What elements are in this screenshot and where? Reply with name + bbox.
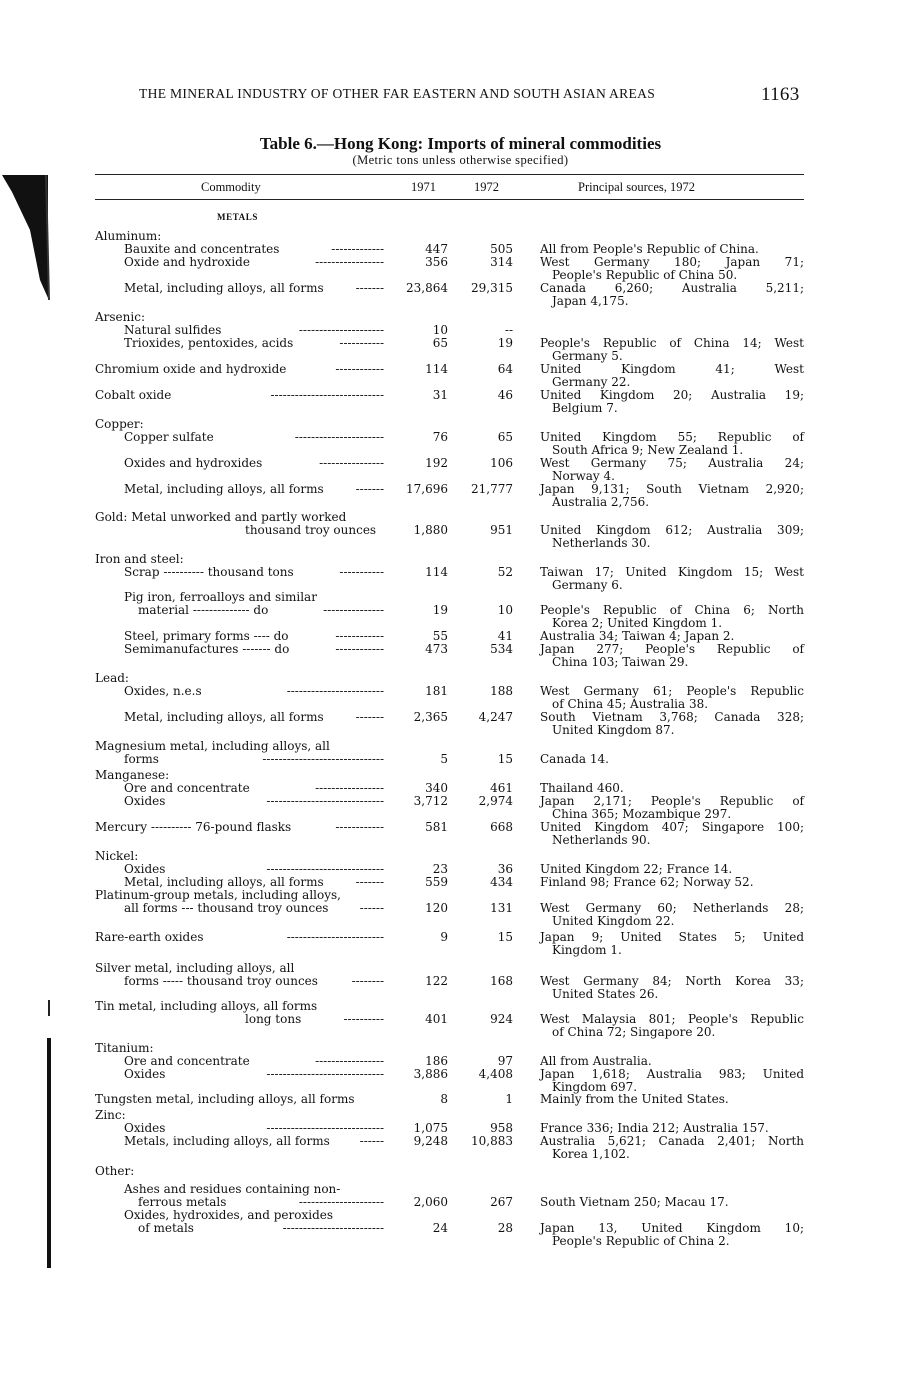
- dot-leader: -------: [355, 282, 384, 295]
- value-1972: 1: [505, 1092, 513, 1106]
- dot-leader: -------: [355, 876, 384, 889]
- dot-leader: ------------: [335, 821, 384, 834]
- value-1972: 924: [490, 1012, 513, 1026]
- dot-leader: -------: [355, 483, 384, 496]
- column-header-sources: Principal sources, 1972: [578, 180, 695, 194]
- commodity-label: Metal, including alloys, all forms: [124, 710, 324, 724]
- commodity-label: Oxides: [124, 1121, 166, 1135]
- principal-sources: Japan 9,131; South Vietnam 2,920; Australia 2,756.: [540, 482, 804, 509]
- commodity-label: long tons: [245, 1012, 302, 1026]
- value-1971: 3,712: [413, 794, 448, 808]
- principal-sources: United Kingdom 612; Australia 309; Netherlands 30.: [540, 523, 804, 550]
- commodity-label: Ashes and residues containing non-: [124, 1182, 341, 1196]
- dot-leader: -----------------------------: [266, 863, 384, 876]
- commodity-label: Metal, including alloys, all forms: [124, 875, 324, 889]
- value-1972: 434: [490, 875, 513, 889]
- value-1972: 10,883: [471, 1134, 513, 1148]
- commodity-label: Titanium:: [95, 1041, 154, 1055]
- commodity-label: Tin metal, including alloys, all forms: [95, 999, 318, 1013]
- commodity-label: Arsenic:: [95, 310, 145, 324]
- column-header-commodity: Commodity: [201, 180, 261, 194]
- dot-leader: ----------------------------: [270, 389, 384, 402]
- value-1972: 10: [497, 603, 513, 617]
- commodity-label: Oxides and hydroxides: [124, 456, 263, 470]
- value-1972: 64: [497, 362, 513, 376]
- dot-leader: -----------------------------: [266, 795, 384, 808]
- commodity-label: Semimanufactures ------- do: [124, 642, 290, 656]
- value-1971: 192: [425, 456, 448, 470]
- value-1972: 668: [490, 820, 513, 834]
- value-1971: 401: [425, 1012, 448, 1026]
- commodity-label: Platinum-group metals, including alloys,: [95, 888, 341, 902]
- value-1971: 3,886: [413, 1067, 448, 1081]
- value-1971: 2,365: [413, 710, 448, 724]
- value-1971: 1,880: [413, 523, 448, 537]
- commodity-label: Magnesium metal, including alloys, all: [95, 739, 330, 753]
- scan-edge-marks: [0, 0, 60, 1380]
- value-1971: 181: [425, 684, 448, 698]
- value-1972: 28: [497, 1221, 513, 1235]
- value-1971: 114: [425, 565, 448, 579]
- commodity-label: Zinc:: [95, 1108, 126, 1122]
- principal-sources: Japan 13, United Kingdom 10; People's Republic of China 2.: [540, 1221, 804, 1248]
- value-1972: 461: [490, 781, 513, 795]
- principal-sources: France 336; India 212; Australia 157.: [540, 1121, 769, 1135]
- scan-edge-bar: [47, 1038, 51, 1268]
- commodity-label: Lead:: [95, 671, 129, 685]
- running-title: THE MINERAL INDUSTRY OF OTHER FAR EASTERN AND SOUTH ASIAN AREAS: [139, 86, 656, 101]
- commodity-label: Bauxite and concentrates: [124, 242, 280, 256]
- principal-sources: Japan 9; United States 5; United Kingdom 1.: [540, 930, 804, 957]
- principal-sources: Canada 6,260; Australia 5,211; Japan 4,175.: [540, 281, 804, 308]
- dot-leader: ----------------: [319, 457, 384, 470]
- commodity-label: Oxides: [124, 1067, 166, 1081]
- principal-sources: Australia 34; Taiwan 4; Japan 2.: [540, 629, 735, 643]
- principal-sources: All from Australia.: [540, 1054, 652, 1068]
- column-header-1971: 1971: [411, 180, 436, 194]
- value-1971: 24: [432, 1221, 448, 1235]
- scan-edge-tick: [48, 1000, 50, 1016]
- dot-leader: -----------------------------: [266, 1122, 384, 1135]
- principal-sources: Thailand 460.: [540, 781, 624, 795]
- commodity-label: material -------------- do: [138, 603, 269, 617]
- commodity-label: Chromium oxide and hydroxide: [95, 362, 287, 376]
- commodity-label: Ore and concentrate: [124, 1054, 250, 1068]
- commodity-label: forms ----- thousand troy ounces: [124, 974, 318, 988]
- dot-leader: ---------------------: [298, 324, 384, 337]
- value-1972: 2,974: [478, 794, 513, 808]
- commodity-label: Oxides, hydroxides, and peroxides: [124, 1208, 334, 1222]
- section-label: METALS: [217, 212, 258, 222]
- commodity-label: Steel, primary forms ---- do: [124, 629, 289, 643]
- page-number: 1163: [761, 84, 800, 105]
- principal-sources: People's Republic of China 14; West Germany 5.: [540, 336, 804, 363]
- principal-sources: West Germany 75; Australia 24; Norway 4.: [540, 456, 804, 483]
- value-1971: 65: [432, 336, 448, 350]
- commodity-label: Metal, including alloys, all forms: [124, 281, 324, 295]
- commodity-label: Mercury ---------- 76-pound flasks: [95, 820, 292, 834]
- commodity-label: Metal, including alloys, all forms: [124, 482, 324, 496]
- principal-sources: United Kingdom 55; Republic of South Africa 9; New Zealand 1.: [540, 430, 804, 457]
- dot-leader: ------------: [335, 643, 384, 656]
- dot-leader: -----------------: [315, 256, 384, 269]
- commodity-label: all forms --- thousand troy ounces: [124, 901, 329, 915]
- commodity-label: Gold: Metal unworked and partly worked: [95, 510, 347, 524]
- value-1972: 106: [490, 456, 513, 470]
- principal-sources: Australia 5,621; Canada 2,401; North Korea 1,102.: [540, 1134, 804, 1161]
- principal-sources: Finland 98; France 62; Norway 52.: [540, 875, 754, 889]
- value-1972: 46: [497, 388, 513, 402]
- commodity-label: Copper sulfate: [124, 430, 214, 444]
- value-1972: 4,247: [478, 710, 513, 724]
- dot-leader: ----------: [343, 1013, 384, 1026]
- value-1971: 23: [432, 862, 448, 876]
- principal-sources: West Germany 61; People's Republic of China 45; Australia 38.: [540, 684, 804, 711]
- value-1972: 267: [490, 1195, 513, 1209]
- commodity-label: Oxides: [124, 794, 166, 808]
- value-1971: 9: [440, 930, 448, 944]
- dot-leader: ------------: [335, 630, 384, 643]
- commodity-label: Copper:: [95, 417, 144, 431]
- dot-leader: -------------------------: [282, 1222, 384, 1235]
- commodity-label: Iron and steel:: [95, 552, 184, 566]
- value-1971: 186: [425, 1054, 448, 1068]
- value-1972: 65: [497, 430, 513, 444]
- commodity-label: ferrous metals: [138, 1195, 227, 1209]
- value-1971: 17,696: [406, 482, 448, 496]
- commodity-label: thousand troy ounces: [245, 523, 377, 537]
- commodity-label: Oxides: [124, 862, 166, 876]
- value-1971: 10: [432, 323, 448, 337]
- commodity-label: forms: [124, 752, 159, 766]
- value-1971: 122: [425, 974, 448, 988]
- commodity-label: Rare-earth oxides: [95, 930, 204, 944]
- value-1971: 55: [432, 629, 448, 643]
- value-1972: 36: [497, 862, 513, 876]
- commodity-label: Pig iron, ferroalloys and similar: [124, 590, 317, 604]
- value-1971: 23,864: [406, 281, 448, 295]
- commodity-label: Other:: [95, 1164, 135, 1178]
- principal-sources: West Malaysia 801; People's Republic of China 72; Singapore 20.: [540, 1012, 804, 1039]
- table-subtitle: (Metric tons unless otherwise specified): [352, 153, 569, 167]
- dot-leader: ------: [359, 902, 384, 915]
- value-1972: 52: [497, 565, 513, 579]
- principal-sources: Japan 2,171; People's Republic of China 365; Mozambique 297.: [540, 794, 804, 821]
- principal-sources: Canada 14.: [540, 752, 609, 766]
- value-1971: 473: [425, 642, 448, 656]
- value-1972: 97: [497, 1054, 513, 1068]
- dot-leader: -------------: [331, 243, 384, 256]
- value-1972: 41: [497, 629, 513, 643]
- value-1971: 19: [432, 603, 448, 617]
- commodity-label: Manganese:: [95, 768, 170, 782]
- dot-leader: ------------------------------: [262, 753, 384, 766]
- commodity-label: Trioxides, pentoxides, acids: [124, 336, 294, 350]
- commodity-label: Oxide and hydroxide: [124, 255, 250, 269]
- column-header-1972: 1972: [474, 180, 499, 194]
- dot-leader: ------: [359, 1135, 384, 1148]
- value-1972: 951: [490, 523, 513, 537]
- principal-sources: Mainly from the United States.: [540, 1092, 729, 1106]
- value-1971: 31: [432, 388, 448, 402]
- value-1971: 581: [425, 820, 448, 834]
- dot-leader: ----------------------: [294, 431, 384, 444]
- commodity-label: Aluminum:: [95, 229, 162, 243]
- dot-leader: ------------------------: [286, 685, 384, 698]
- table-title: Table 6.—Hong Kong: Imports of mineral commodities: [259, 134, 662, 153]
- value-1972: 314: [490, 255, 513, 269]
- dot-leader: ------------: [335, 363, 384, 376]
- commodity-label: Scrap ---------- thousand tons: [124, 565, 294, 579]
- dot-leader: ---------------------: [298, 1196, 384, 1209]
- value-1971: 1,075: [413, 1121, 448, 1135]
- value-1972: 131: [490, 901, 513, 915]
- dot-leader: -----------------: [315, 1055, 384, 1068]
- dot-leader: -----------------: [315, 782, 384, 795]
- value-1971: 8: [440, 1092, 448, 1106]
- principal-sources: United Kingdom 22; France 14.: [540, 862, 733, 876]
- value-1972: 4,408: [478, 1067, 513, 1081]
- commodity-label: Natural sulfides: [124, 323, 222, 337]
- principal-sources: Japan 1,618; Australia 983; United Kingdom 697.: [540, 1067, 804, 1094]
- principal-sources: West Germany 60; Netherlands 28; United Kingdom 22.: [540, 901, 804, 928]
- principal-sources: South Vietnam 3,768; Canada 328; United Kingdom 87.: [540, 710, 804, 737]
- dot-leader: -----------------------------: [266, 1068, 384, 1081]
- principal-sources: West Germany 84; North Korea 33; United States 26.: [540, 974, 804, 1001]
- value-1971: 340: [425, 781, 448, 795]
- commodity-label: Ore and concentrate: [124, 781, 250, 795]
- value-1972: --: [504, 323, 513, 337]
- commodity-label: Metals, including alloys, all forms: [124, 1134, 330, 1148]
- dot-leader: ---------------: [323, 604, 384, 617]
- value-1972: 188: [490, 684, 513, 698]
- commodity-label: Oxides, n.e.s: [124, 684, 202, 698]
- value-1971: 559: [425, 875, 448, 889]
- value-1972: 19: [497, 336, 513, 350]
- value-1971: 356: [425, 255, 448, 269]
- principal-sources: United Kingdom 407; Singapore 100; Netherlands 90.: [540, 820, 804, 847]
- dot-leader: -----------: [339, 566, 384, 579]
- commodity-label: Tungsten metal, including alloys, all forms: [95, 1092, 355, 1106]
- principal-sources: Japan 277; People's Republic of China 103; Taiwan 29.: [540, 642, 804, 669]
- dot-leader: ------------------------: [286, 931, 384, 944]
- value-1971: 2,060: [413, 1195, 448, 1209]
- principal-sources: Taiwan 17; United Kingdom 15; West Germany 6.: [540, 565, 804, 592]
- value-1972: 21,777: [471, 482, 513, 496]
- value-1972: 15: [497, 752, 513, 766]
- value-1972: 168: [490, 974, 513, 988]
- principal-sources: South Vietnam 250; Macau 17.: [540, 1195, 729, 1209]
- scan-smudge-mark: [2, 175, 48, 298]
- value-1971: 447: [425, 242, 448, 256]
- dot-leader: --------: [351, 975, 384, 988]
- commodity-label: Nickel:: [95, 849, 139, 863]
- value-1972: 29,315: [471, 281, 513, 295]
- value-1971: 120: [425, 901, 448, 915]
- commodity-label: Cobalt oxide: [95, 388, 172, 402]
- principal-sources: West Germany 180; Japan 71; People's Republic of China 50.: [540, 255, 804, 282]
- value-1971: 5: [440, 752, 448, 766]
- value-1972: 15: [497, 930, 513, 944]
- principal-sources: United Kingdom 41; West Germany 22.: [540, 362, 804, 389]
- commodity-label: Silver metal, including alloys, all: [95, 961, 295, 975]
- principal-sources: United Kingdom 20; Australia 19; Belgium 7.: [540, 388, 804, 415]
- value-1971: 114: [425, 362, 448, 376]
- value-1972: 505: [490, 242, 513, 256]
- dot-leader: -------: [355, 711, 384, 724]
- principal-sources: All from People's Republic of China.: [540, 242, 759, 256]
- value-1972: 534: [490, 642, 513, 656]
- value-1972: 958: [490, 1121, 513, 1135]
- commodity-label: of metals: [138, 1221, 194, 1235]
- principal-sources: People's Republic of China 6; North Korea 2; United Kingdom 1.: [540, 603, 804, 630]
- value-1971: 76: [432, 430, 448, 444]
- value-1971: 9,248: [413, 1134, 448, 1148]
- dot-leader: -----------: [339, 337, 384, 350]
